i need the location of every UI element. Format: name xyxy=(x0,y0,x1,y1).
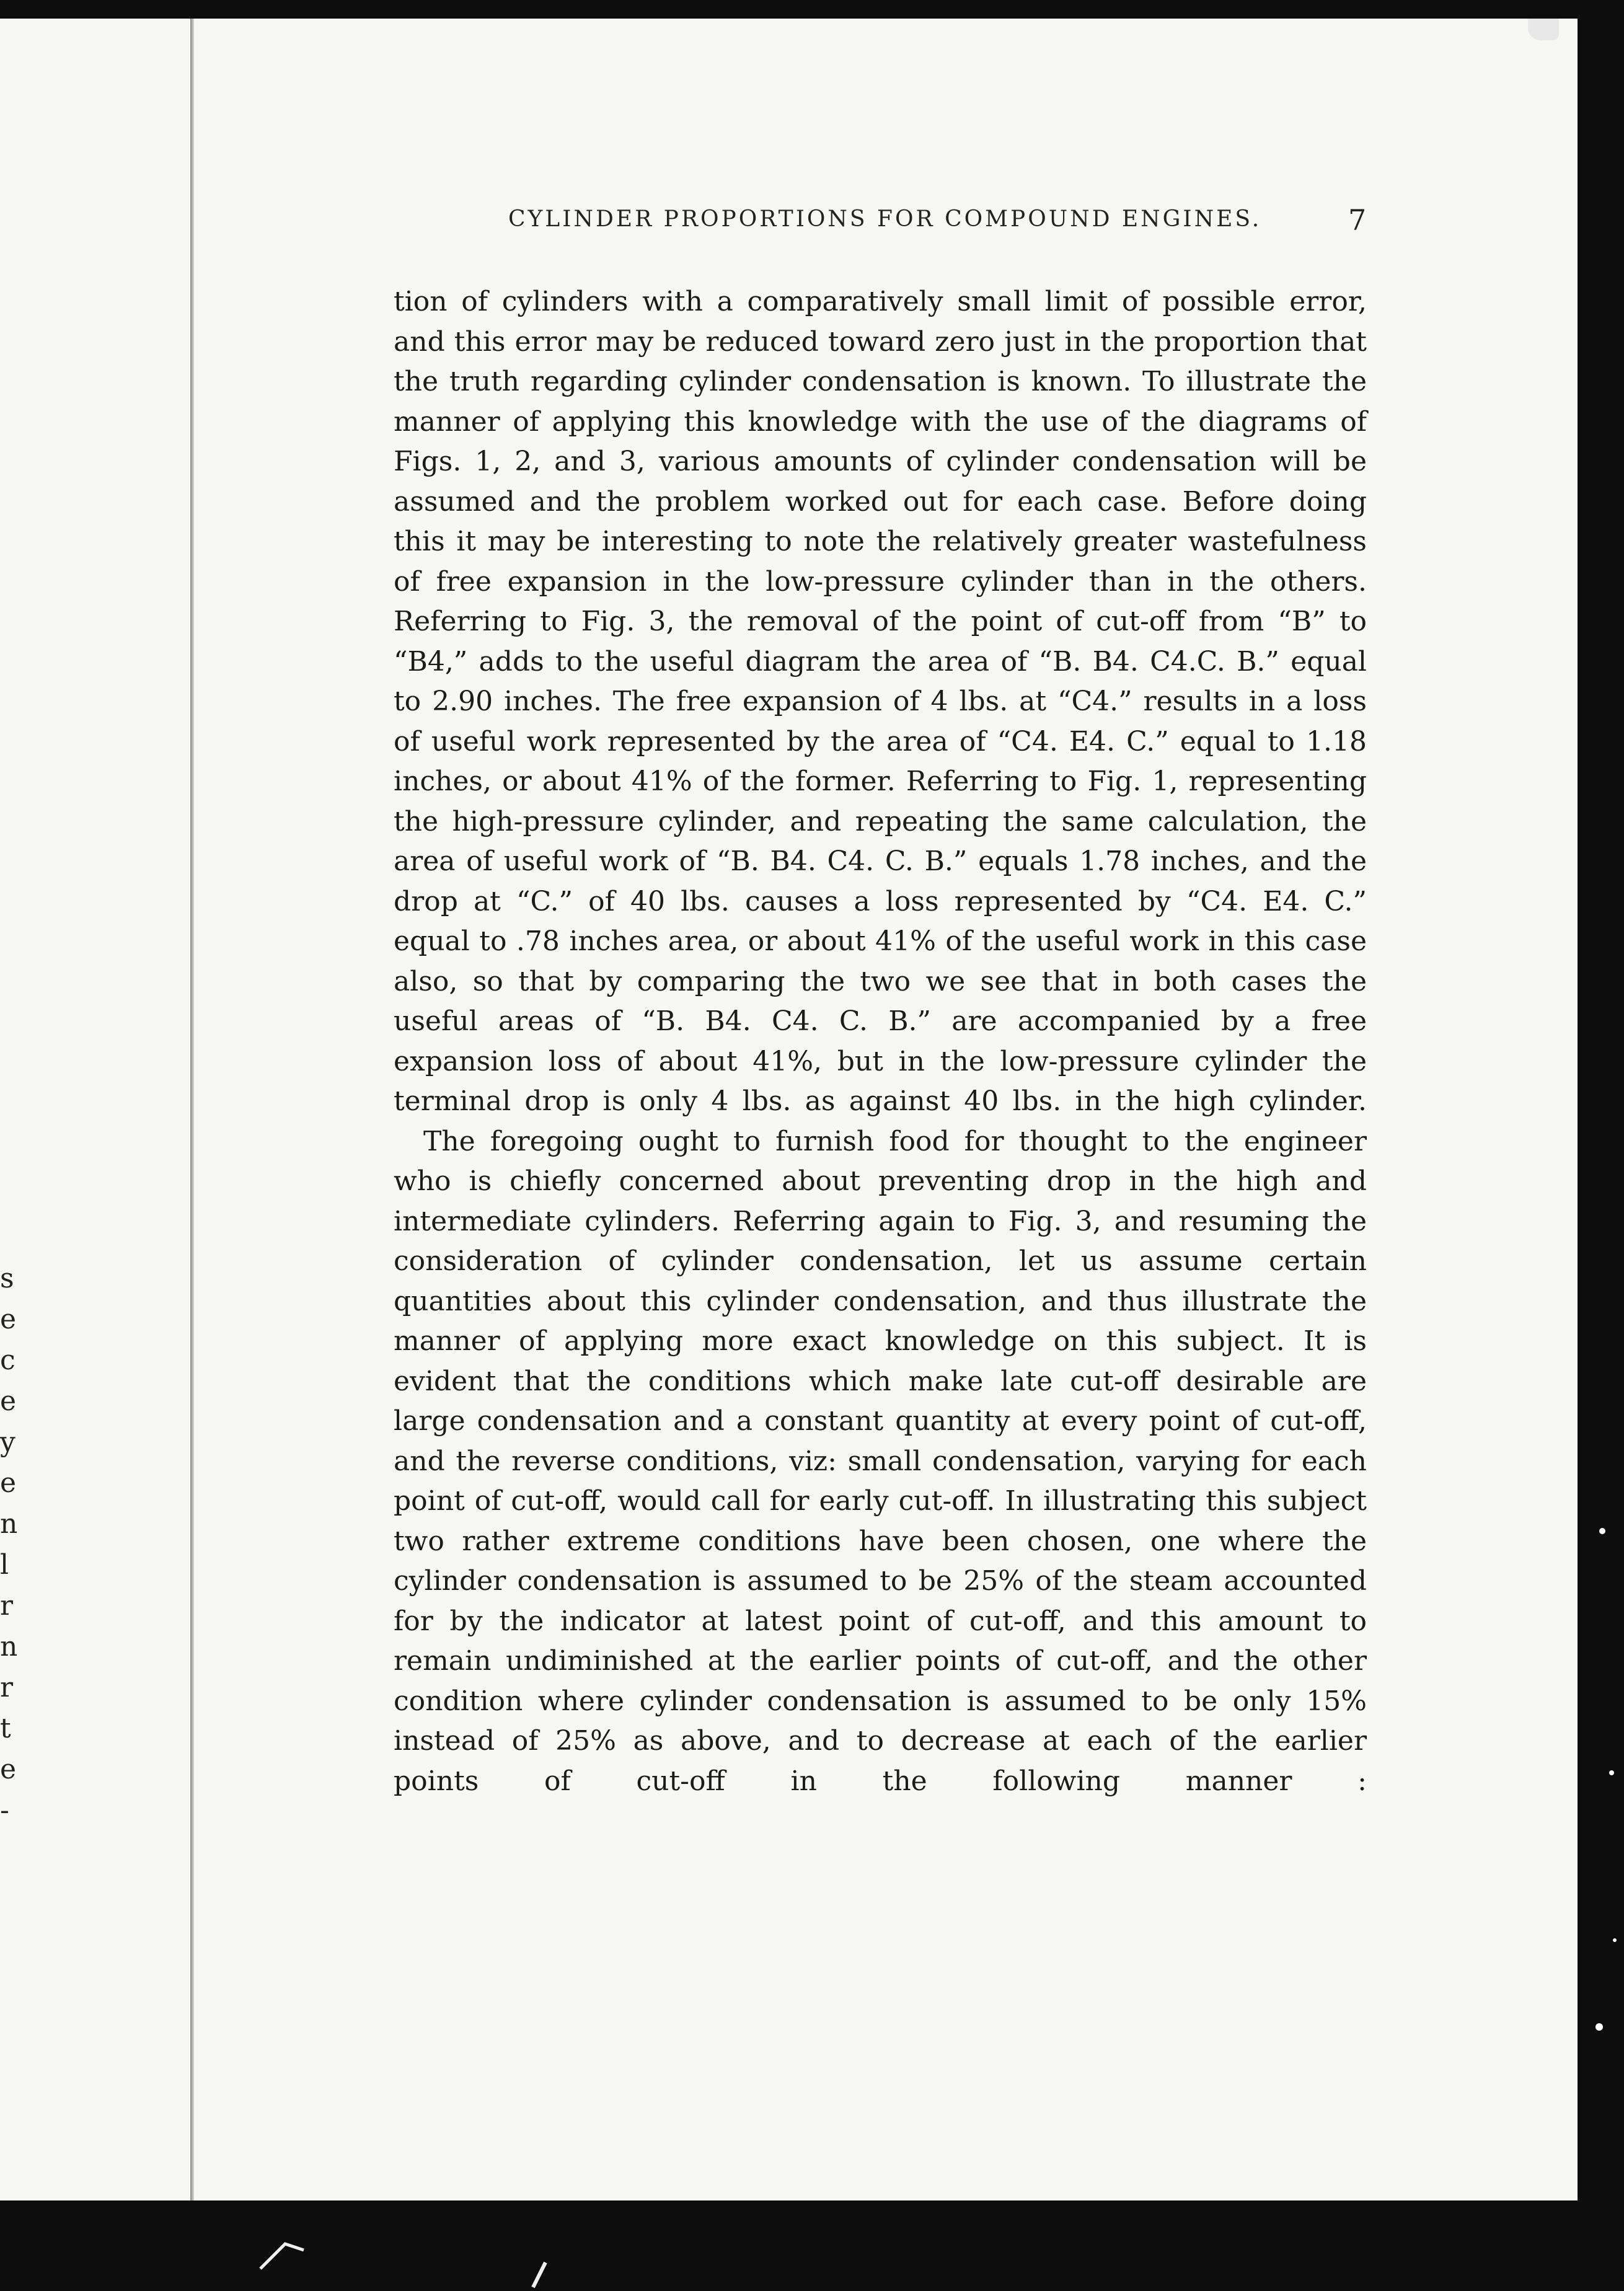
paragraph-2: The foregoing ought to furnish food for thought to the engineer who is chiefly concerned about preventing drop in the high and intermediate cylinders. Referring again to Fig. 3, and resuming the consideration of cylinder condensation, let us assume certain quantities about this cylinder condensation, and thus illustrate the manner of applying more exact knowledge on this subject. It is evident that the conditions which make late cut-off desirable are large condensation and a constant quantity at every point of cut-off, and the reverse conditions, viz: small condensation, varying for each point of cut-off, would call for early cut-off. In illustrating this subject two rather extreme conditions have been chosen, one where the cylinder condensation is assumed to be 25% of the steam accounted for by the indicator at latest point of cut-off, and this amount to remain undiminished at the earlier points of cut-off, and the other condition where cylinder condensation is assumed to be only 15% instead of 25% as above, and to decrease at each of the earlier points of cut-off in the following manner : xyxy=(394,1125,1367,1797)
body-text xyxy=(394,282,1367,1801)
facing-page-fragments: s e c e y e n l r n r t e - xyxy=(0,1263,18,1826)
running-head: CYLINDER PROPORTIONS FOR COMPOUND ENGINES. xyxy=(508,206,1262,232)
scan-edge-specks xyxy=(1578,0,1624,2291)
scan-artifact-marks xyxy=(248,2231,620,2291)
page-number: 7 xyxy=(1348,203,1367,237)
paragraph-1: tion of cylinders with a comparatively small limit of possible error, and this error may be reduced toward zero just in the proportion that the truth regarding cylinder condensation is known. To illustrate the manner of applying this knowledge with the use of the diagrams of Figs. 1, 2, and 3, various amounts of cylinder condensation will be assumed and the problem worked out for each case. Before doing this it may be interesting to note the relatively greater wastefulness of free expansion in the low-pressure cylinder than in the others. Referring to Fig. 3, the removal of the point of cut-off from “B” to “B4,” adds to the useful diagram the area of “B. B4. C4.C. B.” equal to 2.90 inches. The free expansion of 4 lbs. at “C4.” results in a loss of useful work represented by the area of “C4. E4. C.” equal to 1.18 inches, or about 41% of the former. Referring to Fig. 1, representing the high-pressure cylinder, and repeating the same calculation, the area of useful work of “B. B4. C4. C. B.” equals 1.78 inches, and the drop at “C.” of 40 lbs. causes a loss represented by “C4. E4. C.” equal to .78 inches area, or about 41% of the useful work in this case also, so that by comparing the two we see that in both cases the useful areas of “B. B4. C4. C. B.” are accompanied by a free expansion loss of about 41%, but in the low-pressure cylinder the terminal drop is only 4 lbs. as against 40 lbs. in the high cylinder. xyxy=(394,286,1367,1117)
page-corner-damage xyxy=(1528,19,1559,40)
binding-gutter xyxy=(190,19,194,2201)
